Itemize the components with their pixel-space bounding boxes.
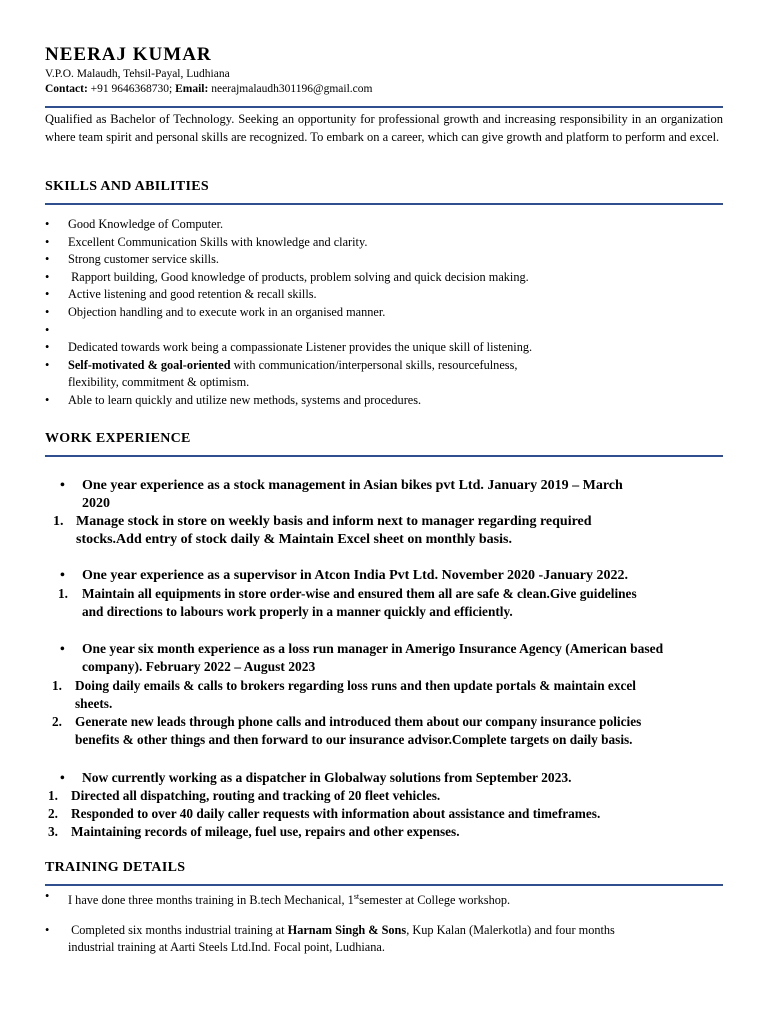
job1-title-line1: One year experience as a stock management in Asian bikes pvt Ltd. January 2019 – March [82, 478, 623, 493]
work-heading: WORK EXPERIENCE [45, 431, 191, 446]
training-item-2 [45, 922, 728, 956]
job3-task2-line1: Generate new leads through phone calls and introduced them about our company insurance policies [75, 714, 642, 729]
skill-item [45, 357, 723, 392]
work-divider [45, 455, 723, 457]
skill-item: • Strong customer service skills. [45, 251, 723, 269]
skill-item: • Rapport building, Good knowledge of products, problem solving and quick decision making. [45, 269, 723, 287]
task-number: 1. [53, 514, 64, 529]
training-item-2-line2: industrial training at Aarti Steels Ltd.Ind. Focal point, Ludhiana. [68, 940, 385, 954]
address: V.P.O. Malaudh, Tehsil-Payal, Ludhiana [45, 68, 230, 80]
training-item-1 [45, 888, 728, 909]
job3-task2 [52, 713, 745, 749]
skills-divider [45, 203, 723, 205]
job1-task1-line2: stocks.Add entry of stock daily & Maintain Excel sheet on monthly basis. [76, 532, 512, 547]
job4-task2 [48, 805, 741, 823]
contact-line [45, 83, 372, 95]
bullet-icon: • [60, 641, 65, 656]
skill-item-bold-lead: Self-motivated & goal-oriented [68, 357, 231, 372]
job4-task3 [48, 823, 741, 841]
training-item-2-post: , Kup Kalan (Malerkotla) and four months [406, 923, 615, 937]
training-item-1-post: semester at College workshop. [359, 893, 511, 908]
training-item-1-sup: st [353, 892, 360, 901]
job4-task3-text: Maintaining records of mileage, fuel use, repairs and other expenses. [71, 824, 460, 839]
training-item-2-pre: Completed six months industrial training at [68, 923, 288, 937]
skill-item: • Excellent Communication Skills with knowledge and clarity. [45, 234, 723, 252]
bullet-icon: • [60, 568, 65, 583]
skill-item-rest: with communication/interpersonal skills, resourcefulness, [230, 357, 518, 372]
phone-number: +91 9646368730; [90, 83, 173, 95]
job3-title [60, 640, 752, 676]
skill-item: • Dedicated towards work being a compassionate Listener provides the unique skill of listening. [45, 339, 723, 357]
task-number: 1. [52, 678, 62, 693]
skill-item-empty [45, 322, 723, 340]
task-number: 3. [48, 824, 58, 839]
email-label: Email: [175, 83, 209, 95]
job4-title-text: Now currently working as a dispatcher in Globalway solutions from September 2023. [82, 770, 572, 785]
job3-title-line2: company). February 2022 – August 2023 [82, 659, 316, 674]
training-heading: TRAINING DETAILS [45, 860, 186, 875]
task-number: 2. [52, 714, 62, 729]
bullet-icon: • [60, 770, 65, 785]
job1-task1-line1: Manage stock in store on weekly basis and inform next to manager regarding required [76, 514, 592, 529]
job4-task1-text: Directed all dispatching, routing and tracking of 20 fleet vehicles. [71, 788, 441, 803]
skill-item: • Active listening and good retention & recall skills. [45, 286, 723, 304]
skills-heading: SKILLS AND ABILITIES [45, 179, 209, 194]
job4-task1 [48, 787, 741, 805]
job2-task1-line1: Maintain all equipments in store order-wise and ensured them all are safe & clean.Give guidelines [82, 586, 637, 601]
bullet-icon: • [60, 478, 65, 493]
job3-task1-line2: sheets. [75, 696, 113, 711]
bullet-icon: • [45, 889, 50, 903]
training-item-2-company: Harnam Singh & Sons [287, 923, 407, 937]
skills-list [45, 216, 723, 410]
job3-task2-line2: benefits & other things and then forward to our insurance advisor.Complete targets on daily basis. [75, 732, 633, 747]
bullet-icon: • [45, 923, 50, 937]
training-item-1-pre: I have done three months training in B.tech Mechanical, 1 [68, 893, 354, 908]
skill-item: • Good Knowledge of Computer. [45, 216, 723, 234]
contact-label: Contact: [45, 83, 88, 95]
job3-task1 [52, 677, 745, 713]
header-divider [45, 106, 723, 108]
email-address: neerajmalaudh301196@gmail.com [211, 83, 373, 95]
training-divider [45, 884, 723, 886]
job2-task1 [58, 585, 742, 621]
task-number: 2. [48, 806, 58, 821]
job2-title [60, 567, 752, 585]
skill-item-line2: flexibility, commitment & optimism. [68, 375, 250, 390]
job1-title-line2: 2020 [82, 496, 110, 511]
objective-paragraph: Qualified as Bachelor of Technology. Seeking an opportunity for professional growth and increasing responsibility in an organization where team spirit and personal skills are recognized. To embark on a career, which can give growth and platform to perform and excel. [45, 112, 723, 144]
skill-item: • Able to learn quickly and utilize new methods, systems and procedures. [45, 392, 723, 410]
task-number: 1. [48, 788, 58, 803]
job2-title-text: One year experience as a supervisor in Atcon India Pvt Ltd. November 2020 -January 2022. [82, 568, 628, 583]
job2-task1-line2: and directions to labours work properly in a manner quickly and efficiently. [82, 604, 513, 619]
task-number: 1. [58, 586, 68, 601]
job4-title [60, 769, 742, 787]
job3-task1-line1: Doing daily emails & calls to brokers regarding loss runs and then update portals & maintain excel [75, 678, 636, 693]
job3-title-line1: One year six month experience as a loss run manager in Amerigo Insurance Agency (American based [82, 641, 664, 656]
job1-title [60, 477, 742, 513]
candidate-name: NEERAJ KUMAR [45, 44, 212, 65]
job1-task1 [53, 513, 736, 549]
job4-task2-text: Responded to over 40 daily caller requests with information about assistance and timeframes. [71, 806, 601, 821]
skill-item: • Objection handling and to execute work in an organised manner. [45, 304, 723, 322]
